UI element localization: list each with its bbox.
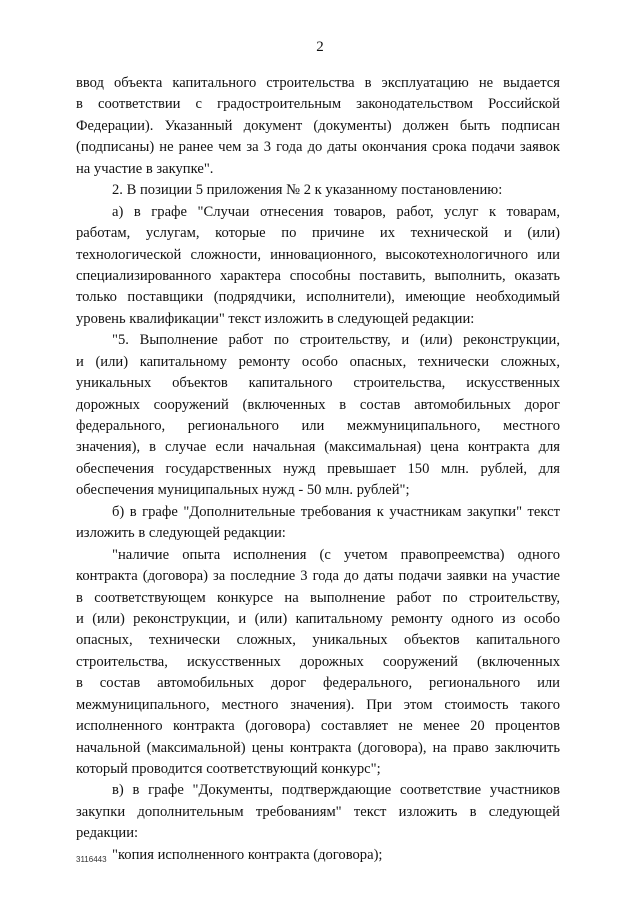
- document-id: 3116443: [76, 855, 107, 864]
- text-line: "наличие опыта исполнения (с учетом правопреемства) одного: [112, 546, 560, 563]
- text-line: на участие в закупке".: [76, 160, 214, 177]
- paragraph-quote-5: [76, 330, 560, 502]
- text-line: б) в графе "Дополнительные требования к участникам закупки" текст: [112, 503, 560, 520]
- document-body: [76, 73, 560, 866]
- text-line: в соответствующем конкурсе на выполнение работ по строительству,: [76, 589, 560, 606]
- paragraph-item-b: [76, 502, 560, 545]
- text-line: обеспечения муниципальных нужд - 50 млн. рублей";: [76, 482, 410, 499]
- paragraph-quote-experience: [76, 545, 560, 781]
- text-line: обеспечения государственных нужд превышает 150 млн. рублей, для: [76, 460, 560, 477]
- text-line: межмуниципального, местного значения). При этом стоимость такого: [76, 696, 560, 713]
- text-line: ввод объекта капитального строительства в эксплуатацию не выдается: [76, 75, 560, 91]
- text-line: федерального, регионального или межмуниципального, местного: [76, 418, 560, 434]
- text-line: который проводится соответствующий конкурс";: [76, 761, 381, 777]
- text-line: начальной (максимальной) цены контракта (договора), на право заключить: [76, 739, 560, 756]
- text-line: дорожных сооружений (включенных в состав автомобильных дорог: [76, 396, 560, 413]
- text-line: только поставщики (подрядчики, исполнители), имеющие необходимый: [76, 289, 560, 306]
- paragraph-continuation: [76, 73, 560, 180]
- paragraph-item-2: [76, 180, 560, 201]
- text-line: работам, услугам, которые по причине их технической и (или): [76, 225, 560, 242]
- paragraph-quote-copy: [76, 845, 560, 866]
- text-line: (подписаны) не ранее чем за 3 года до даты окончания срока подачи заявок: [76, 139, 560, 156]
- text-line: в соответствии с градостроительным законодательством Российской: [76, 96, 560, 113]
- text-line: 2. В позиции 5 приложения № 2 к указанному постановлению:: [112, 182, 503, 199]
- text-line: значения), в случае если начальная (максимальная) цена контракта для: [76, 439, 560, 456]
- text-line: редакции:: [76, 825, 139, 842]
- text-line: в) в графе "Документы, подтверждающие соответствие участников: [112, 782, 560, 799]
- text-line: контракта (договора) за последние 3 года до даты подачи заявки на участие: [76, 568, 560, 585]
- text-line: Федерации). Указанный документ (документы) должен быть подписан: [76, 117, 560, 134]
- text-line: технологической сложности, инновационного, высокотехнологичного или: [76, 246, 560, 263]
- paragraph-item-v: [76, 780, 560, 844]
- text-line: а) в графе "Случаи отнесения товаров, работ, услуг к товарам,: [112, 203, 560, 220]
- text-line: уровень квалификации" текст изложить в следующей редакции:: [76, 310, 475, 327]
- text-line: и (или) реконструкции, и (или) капитальному ремонту одного из особо: [76, 610, 560, 627]
- page-number: 2: [316, 39, 324, 55]
- text-line: исполненного контракта (договора) составляет не менее 20 процентов: [76, 718, 560, 735]
- text-line: "5. Выполнение работ по строительству, и (или) реконструкции,: [112, 332, 560, 349]
- text-line: строительства, искусственных дорожных сооружений (включенных: [76, 653, 560, 670]
- text-line: уникальных объектов капитального строительства, искусственных: [76, 375, 560, 392]
- text-line: и (или) капитальному ремонту особо опасных, технически сложных,: [76, 353, 560, 370]
- text-line: опасных, технически сложных, уникальных объектов капитального: [76, 632, 560, 649]
- text-line: в состав автомобильных дорог федерального, регионального или: [76, 675, 560, 692]
- text-line: "копия исполненного контракта (договора);: [112, 846, 383, 863]
- text-line: специализированного характера способны поставить, выполнить, оказать: [76, 267, 560, 284]
- paragraph-item-a: [76, 202, 560, 331]
- text-line: изложить в следующей редакции:: [76, 525, 286, 542]
- text-line: закупки дополнительным требованиям" текст изложить в следующей: [76, 803, 560, 820]
